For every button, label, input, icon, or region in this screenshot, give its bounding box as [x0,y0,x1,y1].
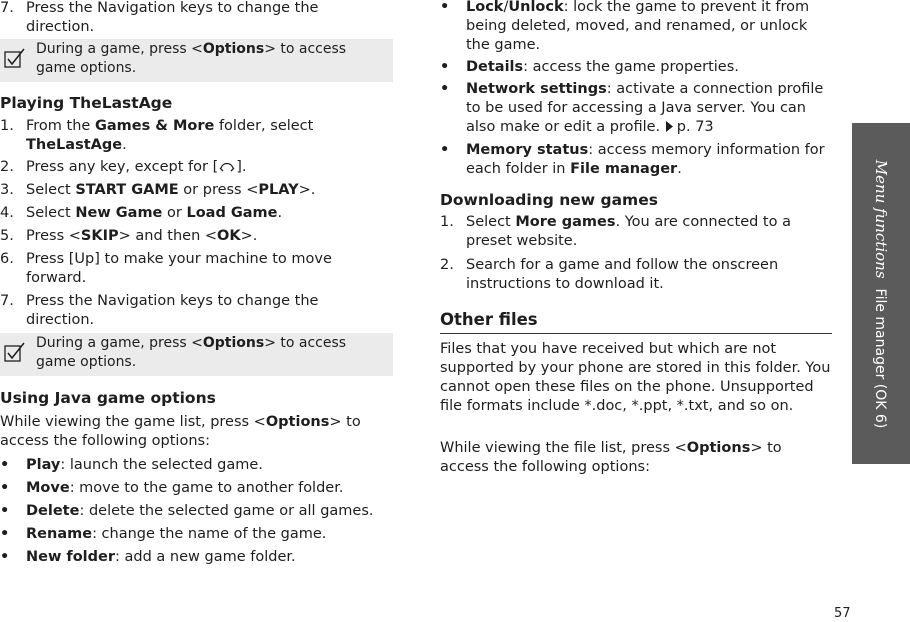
checkmark-note-icon [4,342,26,362]
section-heading: Using Java game options [0,389,216,407]
divider [440,333,832,334]
chapter-side-tab [852,123,910,464]
section-heading: Playing TheLastAge [0,94,173,112]
note-box [0,333,393,376]
note-text: During a game, press <Options> to access game options. [36,335,347,370]
page-number: 57 [834,606,851,621]
paragraph: While viewing the game list, press <Options> to access the following options: [0,414,361,449]
section-heading: Downloading new games [440,191,658,209]
chapter-title: Menu functions [872,159,890,279]
note-box [0,39,393,82]
paragraph: While viewing the file list, press <Options> to access the following options: [440,440,782,475]
checkmark-note-icon [4,48,26,68]
paragraph: Files that you have received but which are not supported by your phone are stored in this folder. You cannot open these files on the phone. Unsupported file formats include *.doc, *.ppt, *.txt, and so on. [440,341,831,414]
arrow-right-icon [665,121,674,132]
section-heading: Other files [440,310,538,329]
end-key-icon [218,159,236,173]
note-text: During a game, press <Options> to access game options. [36,41,347,76]
section-title: File manager (OK 6) [872,288,888,428]
